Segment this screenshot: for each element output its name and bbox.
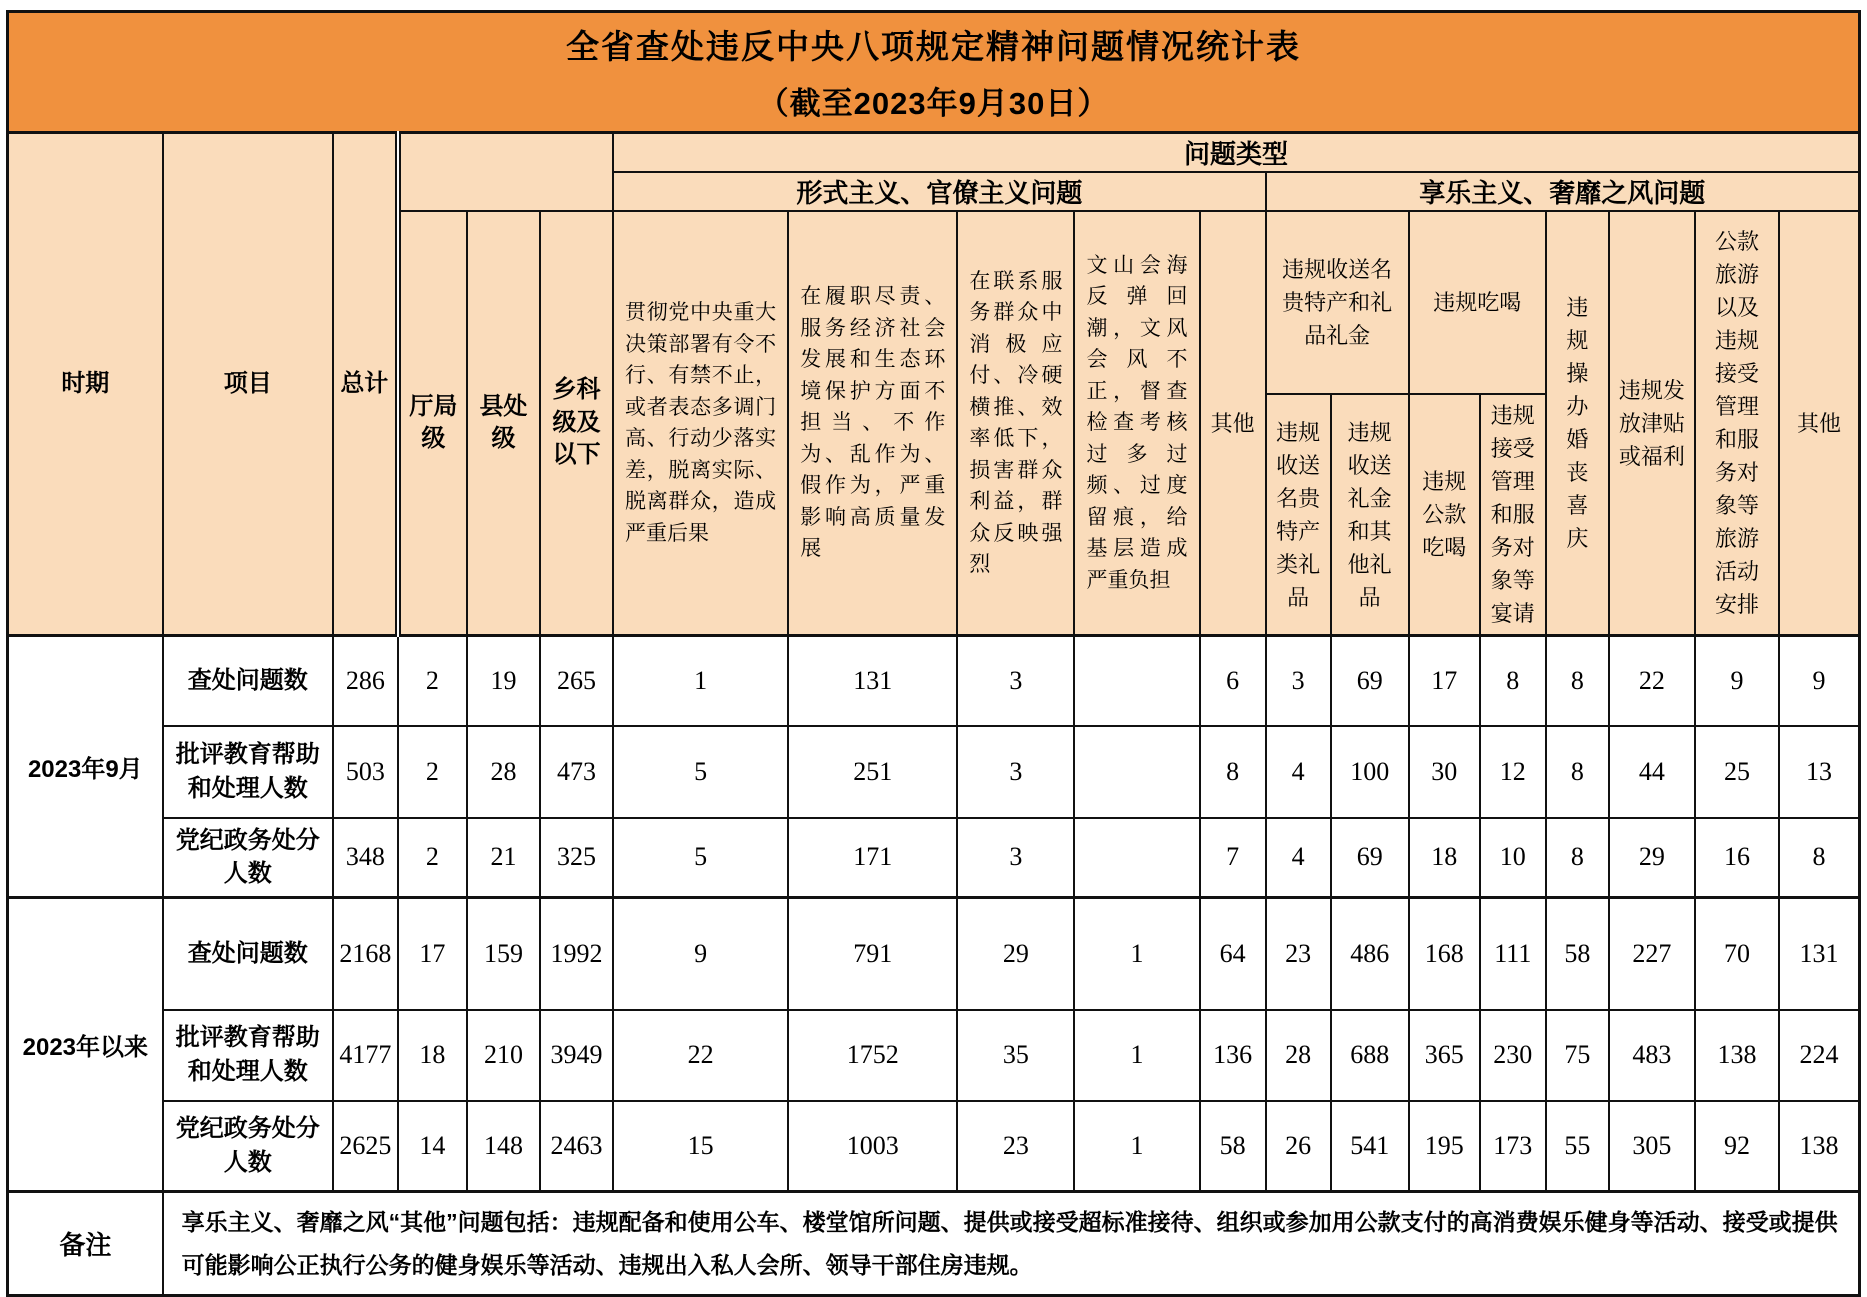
data-cell: 365	[1409, 1010, 1480, 1101]
header-formalism-col2: 在履职尽责、服务经济社会发展和生态环境保护方面不担当、不作为、乱作为、假作为，严重影响高质量发展	[788, 211, 957, 636]
header-formalism-col1: 贯彻党中央重大决策部署有令不行、有禁不止，或者表态多调门高、行动少落实差，脱离实际、脱离群众，造成严重后果	[613, 211, 788, 636]
header-eating-banquet: 违规接受管理和服务对象等宴请	[1480, 394, 1546, 636]
data-cell: 55	[1546, 1101, 1609, 1192]
data-cell: 503	[333, 726, 398, 818]
data-cell: 25	[1695, 726, 1779, 818]
data-cell: 15	[613, 1101, 788, 1192]
data-cell: 541	[1331, 1101, 1409, 1192]
data-cell: 4177	[333, 1010, 398, 1101]
data-cell: 195	[1409, 1101, 1480, 1192]
data-cell: 14	[398, 1101, 467, 1192]
header-formalism-col3: 在联系服务群众中消极应付、冷硬横推、效率低下，损害群众利益，群众反映强烈	[957, 211, 1074, 636]
data-cell: 2	[398, 818, 467, 898]
header-total: 总计	[333, 133, 398, 636]
data-cell: 286	[333, 636, 398, 726]
data-cell: 64	[1200, 898, 1266, 1010]
data-cell: 3	[957, 636, 1074, 726]
data-cell: 230	[1480, 1010, 1546, 1101]
data-cell: 148	[467, 1101, 540, 1192]
data-cell: 486	[1331, 898, 1409, 1010]
data-cell: 138	[1779, 1101, 1859, 1192]
remark-label: 备注	[8, 1192, 163, 1296]
period-cell: 2023年9月	[8, 636, 163, 898]
data-cell: 17	[398, 898, 467, 1010]
header-eating-public: 违规公款吃喝	[1409, 394, 1480, 636]
header-problem-type: 问题类型	[613, 133, 1859, 173]
data-cell: 44	[1609, 726, 1695, 818]
data-cell: 58	[1546, 898, 1609, 1010]
data-cell: 4	[1266, 726, 1331, 818]
data-cell: 2	[398, 636, 467, 726]
data-cell	[1074, 636, 1199, 726]
data-cell: 8	[1779, 818, 1859, 898]
data-cell: 29	[1609, 818, 1695, 898]
data-cell: 35	[957, 1010, 1074, 1101]
data-cell: 159	[467, 898, 540, 1010]
data-cell: 131	[788, 636, 957, 726]
data-cell: 8	[1546, 726, 1609, 818]
data-cell: 2	[398, 726, 467, 818]
data-cell: 8	[1546, 818, 1609, 898]
data-cell: 16	[1695, 818, 1779, 898]
data-cell: 9	[1779, 636, 1859, 726]
data-cell: 1	[613, 636, 788, 726]
data-cell: 23	[957, 1101, 1074, 1192]
header-item: 项目	[163, 133, 333, 636]
row-label: 批评教育帮助和处理人数	[163, 726, 333, 818]
data-cell: 1	[1074, 898, 1199, 1010]
data-cell: 21	[467, 818, 540, 898]
data-cell: 4	[1266, 818, 1331, 898]
header-gifts-specialty: 违规收送名贵特产类礼品	[1266, 394, 1331, 636]
data-cell: 13	[1779, 726, 1859, 818]
data-cell: 9	[1695, 636, 1779, 726]
data-cell: 138	[1695, 1010, 1779, 1101]
data-cell: 3949	[540, 1010, 613, 1101]
data-cell: 75	[1546, 1010, 1609, 1101]
data-cell: 29	[957, 898, 1074, 1010]
header-empty-cell	[398, 133, 613, 212]
data-cell: 69	[1331, 636, 1409, 726]
data-cell: 22	[613, 1010, 788, 1101]
data-cell: 483	[1609, 1010, 1695, 1101]
data-cell: 8	[1200, 726, 1266, 818]
data-cell: 22	[1609, 636, 1695, 726]
data-cell: 251	[788, 726, 957, 818]
data-cell: 688	[1331, 1010, 1409, 1101]
header-dept-level: 厅局级	[398, 211, 467, 636]
data-cell: 168	[1409, 898, 1480, 1010]
header-period: 时期	[8, 133, 163, 636]
data-cell: 2463	[540, 1101, 613, 1192]
data-cell: 1	[1074, 1101, 1199, 1192]
data-cell: 8	[1480, 636, 1546, 726]
data-cell: 17	[1409, 636, 1480, 726]
data-cell: 58	[1200, 1101, 1266, 1192]
data-cell: 5	[613, 726, 788, 818]
header-eating-group: 违规吃喝	[1409, 211, 1546, 394]
data-cell	[1074, 818, 1199, 898]
data-cell: 18	[1409, 818, 1480, 898]
data-cell: 171	[788, 818, 957, 898]
data-cell: 6	[1200, 636, 1266, 726]
data-cell: 305	[1609, 1101, 1695, 1192]
data-cell: 224	[1779, 1010, 1859, 1101]
data-cell: 1752	[788, 1010, 957, 1101]
data-cell: 473	[540, 726, 613, 818]
header-gifts-money: 违规收送礼金和其他礼品	[1331, 394, 1409, 636]
header-formalism-col4: 文山会海反弹回潮，文风会风不正，督查检查考核过多过频、过度留痕，给基层造成严重负担	[1074, 211, 1199, 636]
data-cell: 2168	[333, 898, 398, 1010]
data-cell: 12	[1480, 726, 1546, 818]
data-cell: 111	[1480, 898, 1546, 1010]
data-cell: 1	[1074, 1010, 1199, 1101]
data-cell: 791	[788, 898, 957, 1010]
header-formalism-group: 形式主义、官僚主义问题	[613, 172, 1266, 211]
header-allowances: 违规发放津贴或福利	[1609, 211, 1695, 636]
page-title: 全省查处违反中央八项规定精神问题情况统计表	[566, 28, 1301, 65]
data-cell: 3	[1266, 636, 1331, 726]
data-cell: 227	[1609, 898, 1695, 1010]
data-cell: 3	[957, 726, 1074, 818]
header-county-level: 县处级	[467, 211, 540, 636]
data-cell	[1074, 726, 1199, 818]
data-cell: 3	[957, 818, 1074, 898]
data-cell: 30	[1409, 726, 1480, 818]
data-cell: 69	[1331, 818, 1409, 898]
data-cell: 173	[1480, 1101, 1546, 1192]
data-cell: 1992	[540, 898, 613, 1010]
data-cell: 23	[1266, 898, 1331, 1010]
data-cell: 10	[1480, 818, 1546, 898]
data-cell: 100	[1331, 726, 1409, 818]
data-cell: 26	[1266, 1101, 1331, 1192]
header-hedonism-other: 其他	[1779, 211, 1859, 636]
data-cell: 2625	[333, 1101, 398, 1192]
row-label: 批评教育帮助和处理人数	[163, 1010, 333, 1101]
header-formalism-other: 其他	[1200, 211, 1266, 636]
row-label: 查处问题数	[163, 636, 333, 726]
data-cell: 325	[540, 818, 613, 898]
data-cell: 18	[398, 1010, 467, 1101]
row-label: 党纪政务处分人数	[163, 1101, 333, 1192]
data-cell: 19	[467, 636, 540, 726]
statistics-table-container	[6, 10, 1861, 1297]
row-label: 党纪政务处分人数	[163, 818, 333, 898]
data-cell: 1003	[788, 1101, 957, 1192]
data-cell: 5	[613, 818, 788, 898]
period-cell: 2023年以来	[8, 898, 163, 1192]
data-cell: 8	[1546, 636, 1609, 726]
header-township-level: 乡科级及以下	[540, 211, 613, 636]
data-cell: 28	[1266, 1010, 1331, 1101]
data-cell: 131	[1779, 898, 1859, 1010]
data-cell: 9	[613, 898, 788, 1010]
data-cell: 70	[1695, 898, 1779, 1010]
page-subtitle: （截至2023年9月30日）	[757, 86, 1110, 121]
statistics-table	[6, 10, 1861, 1297]
header-travel: 公款旅游以及违规接受管理和服务对象等旅游活动安排	[1695, 211, 1779, 636]
header-weddings: 违规操办婚丧喜庆	[1546, 211, 1609, 636]
data-cell: 210	[467, 1010, 540, 1101]
row-label: 查处问题数	[163, 898, 333, 1010]
data-cell: 28	[467, 726, 540, 818]
table-title-cell	[8, 12, 1860, 133]
data-cell: 7	[1200, 818, 1266, 898]
header-hedonism-group: 享乐主义、奢靡之风问题	[1266, 172, 1860, 211]
data-cell: 265	[540, 636, 613, 726]
remark-text: 享乐主义、奢靡之风“其他”问题包括：违规配备和使用公车、楼堂馆所问题、提供或接受超标准接待、组织或参加用公款支付的高消费娱乐健身等活动、接受或提供可能影响公正执行公务的健身娱乐等活动、违规出入私人会所、领导干部住房违规。	[163, 1192, 1860, 1296]
header-gifts-group: 违规收送名贵特产和礼品礼金	[1266, 211, 1409, 394]
data-cell: 92	[1695, 1101, 1779, 1192]
data-cell: 136	[1200, 1010, 1266, 1101]
data-cell: 348	[333, 818, 398, 898]
